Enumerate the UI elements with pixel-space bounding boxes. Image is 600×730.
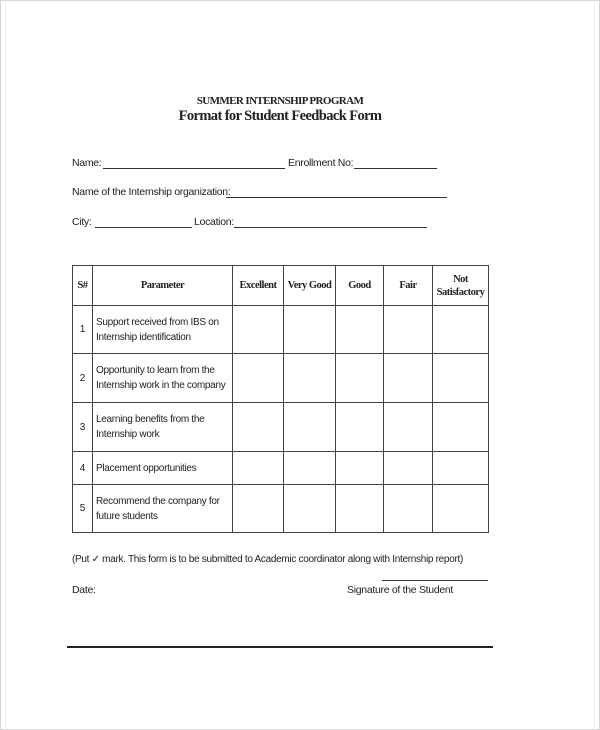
table-row [73, 485, 489, 533]
col-header-parameter: Parameter [93, 266, 233, 306]
program-title: SUMMER INTERNSHIP PROGRAM [196, 95, 364, 107]
city-label: City: [72, 216, 92, 228]
rating-cell-fair[interactable] [384, 354, 433, 403]
table-row [73, 452, 489, 485]
rating-cell-not-satisfactory[interactable] [433, 485, 489, 533]
rating-cell-good[interactable] [336, 403, 384, 452]
rating-cell-good[interactable] [336, 354, 384, 403]
table-row [73, 354, 489, 403]
rating-cell-not-satisfactory[interactable] [433, 306, 489, 354]
row-parameter: Support received from IBS on Internship identification [93, 306, 233, 354]
rating-cell-excellent[interactable] [233, 403, 284, 452]
rating-cell-good[interactable] [336, 306, 384, 354]
bottom-divider [67, 646, 493, 648]
rating-cell-good[interactable] [336, 485, 384, 533]
signature-label: Signature of the Student [347, 584, 454, 596]
rating-cell-good[interactable] [336, 452, 384, 485]
location-field[interactable] [234, 227, 427, 228]
col-header-not-satisfactory: Not Satisfactory [433, 266, 489, 306]
feedback-table [72, 265, 489, 533]
row-parameter: Placement opportunities [93, 452, 233, 485]
row-parameter: Learning benefits from the Internship work [93, 403, 233, 452]
name-field[interactable] [103, 168, 285, 169]
table-header-row [73, 266, 489, 306]
rating-cell-not-satisfactory[interactable] [433, 403, 489, 452]
instruction-note: (Put ✓ mark. This form is to be submitted to Academic coordinator along with Internship report) [72, 554, 463, 565]
rating-cell-excellent[interactable] [233, 485, 284, 533]
row-number: 4 [73, 452, 93, 485]
table-row [73, 403, 489, 452]
rating-cell-very-good[interactable] [284, 354, 336, 403]
rating-cell-fair[interactable] [384, 403, 433, 452]
rating-cell-very-good[interactable] [284, 306, 336, 354]
signature-line[interactable] [382, 580, 488, 581]
rating-cell-excellent[interactable] [233, 354, 284, 403]
row-parameter: Recommend the company for future students [93, 485, 233, 533]
row-number: 3 [73, 403, 93, 452]
row-number: 2 [73, 354, 93, 403]
enrollment-label: Enrollment No: [288, 157, 354, 169]
col-header-good: Good [336, 266, 384, 306]
col-header-fair: Fair [384, 266, 433, 306]
form-title: Format for Student Feedback Form [178, 108, 382, 124]
date-label: Date: [72, 584, 96, 596]
rating-cell-excellent[interactable] [233, 452, 284, 485]
rating-cell-fair[interactable] [384, 485, 433, 533]
row-number: 5 [73, 485, 93, 533]
rating-cell-excellent[interactable] [233, 306, 284, 354]
row-parameter: Opportunity to learn from the Internship work in the company [93, 354, 233, 403]
table-row [73, 306, 489, 354]
col-header-sno: S# [73, 266, 93, 306]
rating-cell-fair[interactable] [384, 452, 433, 485]
organization-label: Name of the Internship organization: [72, 186, 231, 198]
rating-cell-very-good[interactable] [284, 452, 336, 485]
rating-cell-not-satisfactory[interactable] [433, 452, 489, 485]
col-header-excellent: Excellent [233, 266, 284, 306]
location-label: Location: [194, 216, 234, 228]
name-label: Name: [72, 157, 102, 169]
organization-field[interactable] [226, 197, 447, 198]
row-number: 1 [73, 306, 93, 354]
city-field[interactable] [95, 227, 192, 228]
rating-cell-not-satisfactory[interactable] [433, 354, 489, 403]
col-header-very-good: Very Good [284, 266, 336, 306]
rating-cell-very-good[interactable] [284, 485, 336, 533]
rating-cell-very-good[interactable] [284, 403, 336, 452]
rating-cell-fair[interactable] [384, 306, 433, 354]
enrollment-field[interactable] [354, 168, 437, 169]
